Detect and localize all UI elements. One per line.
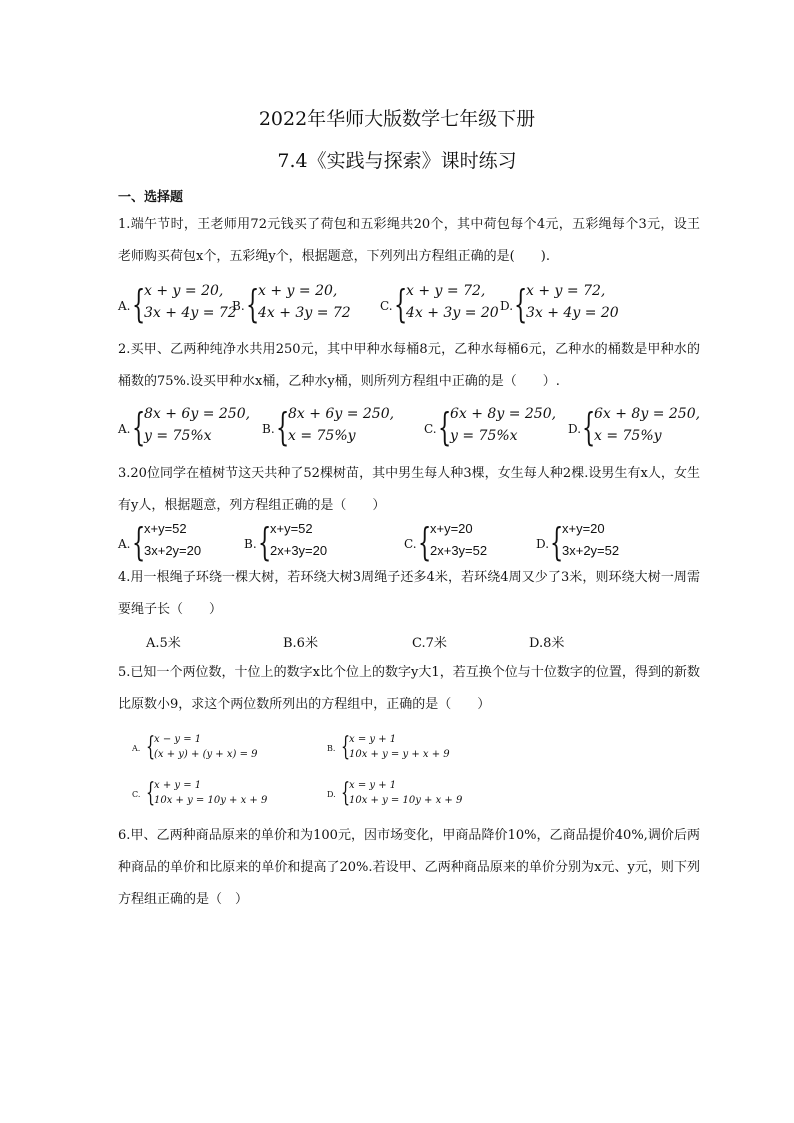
option-label: D. — [568, 422, 582, 436]
section-heading: 一、选择题 — [118, 190, 184, 205]
option-label: A. — [132, 744, 141, 753]
brace-icon: { — [341, 732, 351, 762]
option-label: D. — [327, 790, 336, 799]
equation-2: 10x + y = y + x + 9 — [349, 749, 450, 760]
q4-option-c: C.7米 — [412, 636, 447, 651]
option-label: D. — [500, 299, 514, 313]
option-label: C. — [380, 299, 393, 313]
equation-2: 4x + 3y = 20 — [406, 305, 499, 321]
q4-option-a: A.5米 — [146, 636, 181, 651]
equation-2: 10x + y = 10y + x + 9 — [349, 795, 463, 806]
q4-option-d: D.8米 — [529, 636, 565, 651]
equation-1: x = y + 1 — [349, 734, 397, 745]
option-label: C. — [132, 790, 141, 799]
option-label: B. — [244, 537, 257, 551]
equation-2: y = 75%x — [450, 428, 518, 444]
equation-1: x + y = 72, — [526, 283, 606, 299]
equation-1: x+y=20 — [430, 521, 473, 536]
equation-2: x = 75%y — [594, 428, 662, 444]
equation-1: 8x + 6y = 250, — [288, 406, 395, 422]
equation-2: x = 75%y — [288, 428, 356, 444]
brace-icon: { — [394, 282, 408, 326]
equation-2: 3x+2y=20 — [144, 543, 202, 558]
option-label: C. — [424, 422, 437, 436]
equation-1: x + y = 72, — [406, 283, 486, 299]
equation-1: x+y=52 — [144, 521, 187, 536]
question-3-text: 3.20位同学在植树节这天共种了52棵树苗，其中男生每人种3棵，女生每人种2棵.设男生有x人，女生有y人，根据题意，列方程组正确的是（ ） — [118, 466, 700, 513]
option-label: A. — [118, 537, 131, 551]
brace-icon: { — [258, 520, 272, 564]
brace-icon: { — [438, 405, 452, 449]
option-label: A. — [118, 299, 131, 313]
question-5-text: 5.已知一个两位数，十位上的数字x比个位上的数字y大1，若互换个位与十位数字的位置，得到的新数比原数小9，求这个两位数所列出的方程组中，正确的是（ ） — [118, 665, 700, 712]
option-label: C. — [404, 537, 417, 551]
equation-1: x+y=52 — [270, 521, 313, 536]
brace-icon: { — [582, 405, 596, 449]
equation-1: x − y = 1 — [154, 734, 202, 745]
question-6-text: 6.甲、乙两种商品原来的单价和为100元，因市场变化，甲商品降价10%，乙商品提价40%,调价后两种商品的单价和比原来的单价和提高了20%.若设甲、乙两种商品原来的单价分别为x元、y元，则下列方程组正确的是（ ） — [118, 828, 700, 907]
equation-1: x+y=20 — [562, 521, 605, 536]
question-2-text: 2.买甲、乙两种纯净水共用250元，其中甲种水每桶8元，乙种水每桶6元，乙种水的桶数是甲种水的桶数的75%.设买甲种水x桶，乙种水y桶，则所列方程组中正确的是（ ）. — [118, 342, 700, 389]
option-label: D. — [536, 537, 550, 551]
equation-1: x + y = 20, — [258, 283, 338, 299]
brace-icon: { — [246, 282, 260, 326]
brace-icon: { — [146, 732, 156, 762]
brace-icon: { — [132, 405, 146, 449]
equation-1: 6x + 8y = 250, — [594, 406, 701, 422]
option-label: B. — [327, 744, 336, 753]
brace-icon: { — [418, 520, 432, 564]
option-label: B. — [232, 299, 245, 313]
brace-icon: { — [132, 282, 146, 326]
option-label: A. — [118, 422, 131, 436]
question-1-text: 1.端午节时，王老师用72元钱买了荷包和五彩绳共20个，其中荷包每个4元，五彩绳每个3元，设王老师购买荷包x个，五彩绳y个，根据题意，下列列出方程组正确的是( ). — [118, 217, 700, 264]
brace-icon: { — [514, 282, 528, 326]
brace-icon: { — [276, 405, 290, 449]
equation-2: 2x+3y=52 — [430, 543, 488, 558]
equation-2: 3x+2y=52 — [562, 543, 620, 558]
page-title: 2022年华师大版数学七年级下册 — [258, 108, 536, 130]
equation-1: x + y = 20, — [144, 283, 224, 299]
brace-icon: { — [132, 520, 146, 564]
brace-icon: { — [550, 520, 564, 564]
q4-option-b: B.6米 — [283, 636, 318, 651]
brace-icon: { — [146, 778, 156, 808]
equation-1: x = y + 1 — [349, 780, 397, 791]
question-4-text: 4.用一根绳子环绕一棵大树，若环绕大树3周绳子还多4米，若环绕4周又少了3米，则环绕大树一周需要绳子长（ ） — [118, 570, 700, 617]
equation-2: 2x+3y=20 — [270, 543, 328, 558]
equation-2: (x + y) + (y + x) = 9 — [154, 749, 258, 760]
brace-icon: { — [341, 778, 351, 808]
equation-2: 3x + 4y = 72 — [144, 305, 237, 321]
option-label: B. — [262, 422, 275, 436]
equation-2: 3x + 4y = 20 — [526, 305, 619, 321]
page-subtitle: 7.4《实践与探索》课时练习 — [277, 150, 517, 172]
equation-2: 4x + 3y = 72 — [258, 305, 351, 321]
equation-1: 8x + 6y = 250, — [144, 406, 251, 422]
equation-1: 6x + 8y = 250, — [450, 406, 557, 422]
equation-2: 10x + y = 10y + x + 9 — [154, 795, 268, 806]
equation-1: x + y = 1 — [154, 780, 202, 791]
equation-2: y = 75%x — [144, 428, 212, 444]
